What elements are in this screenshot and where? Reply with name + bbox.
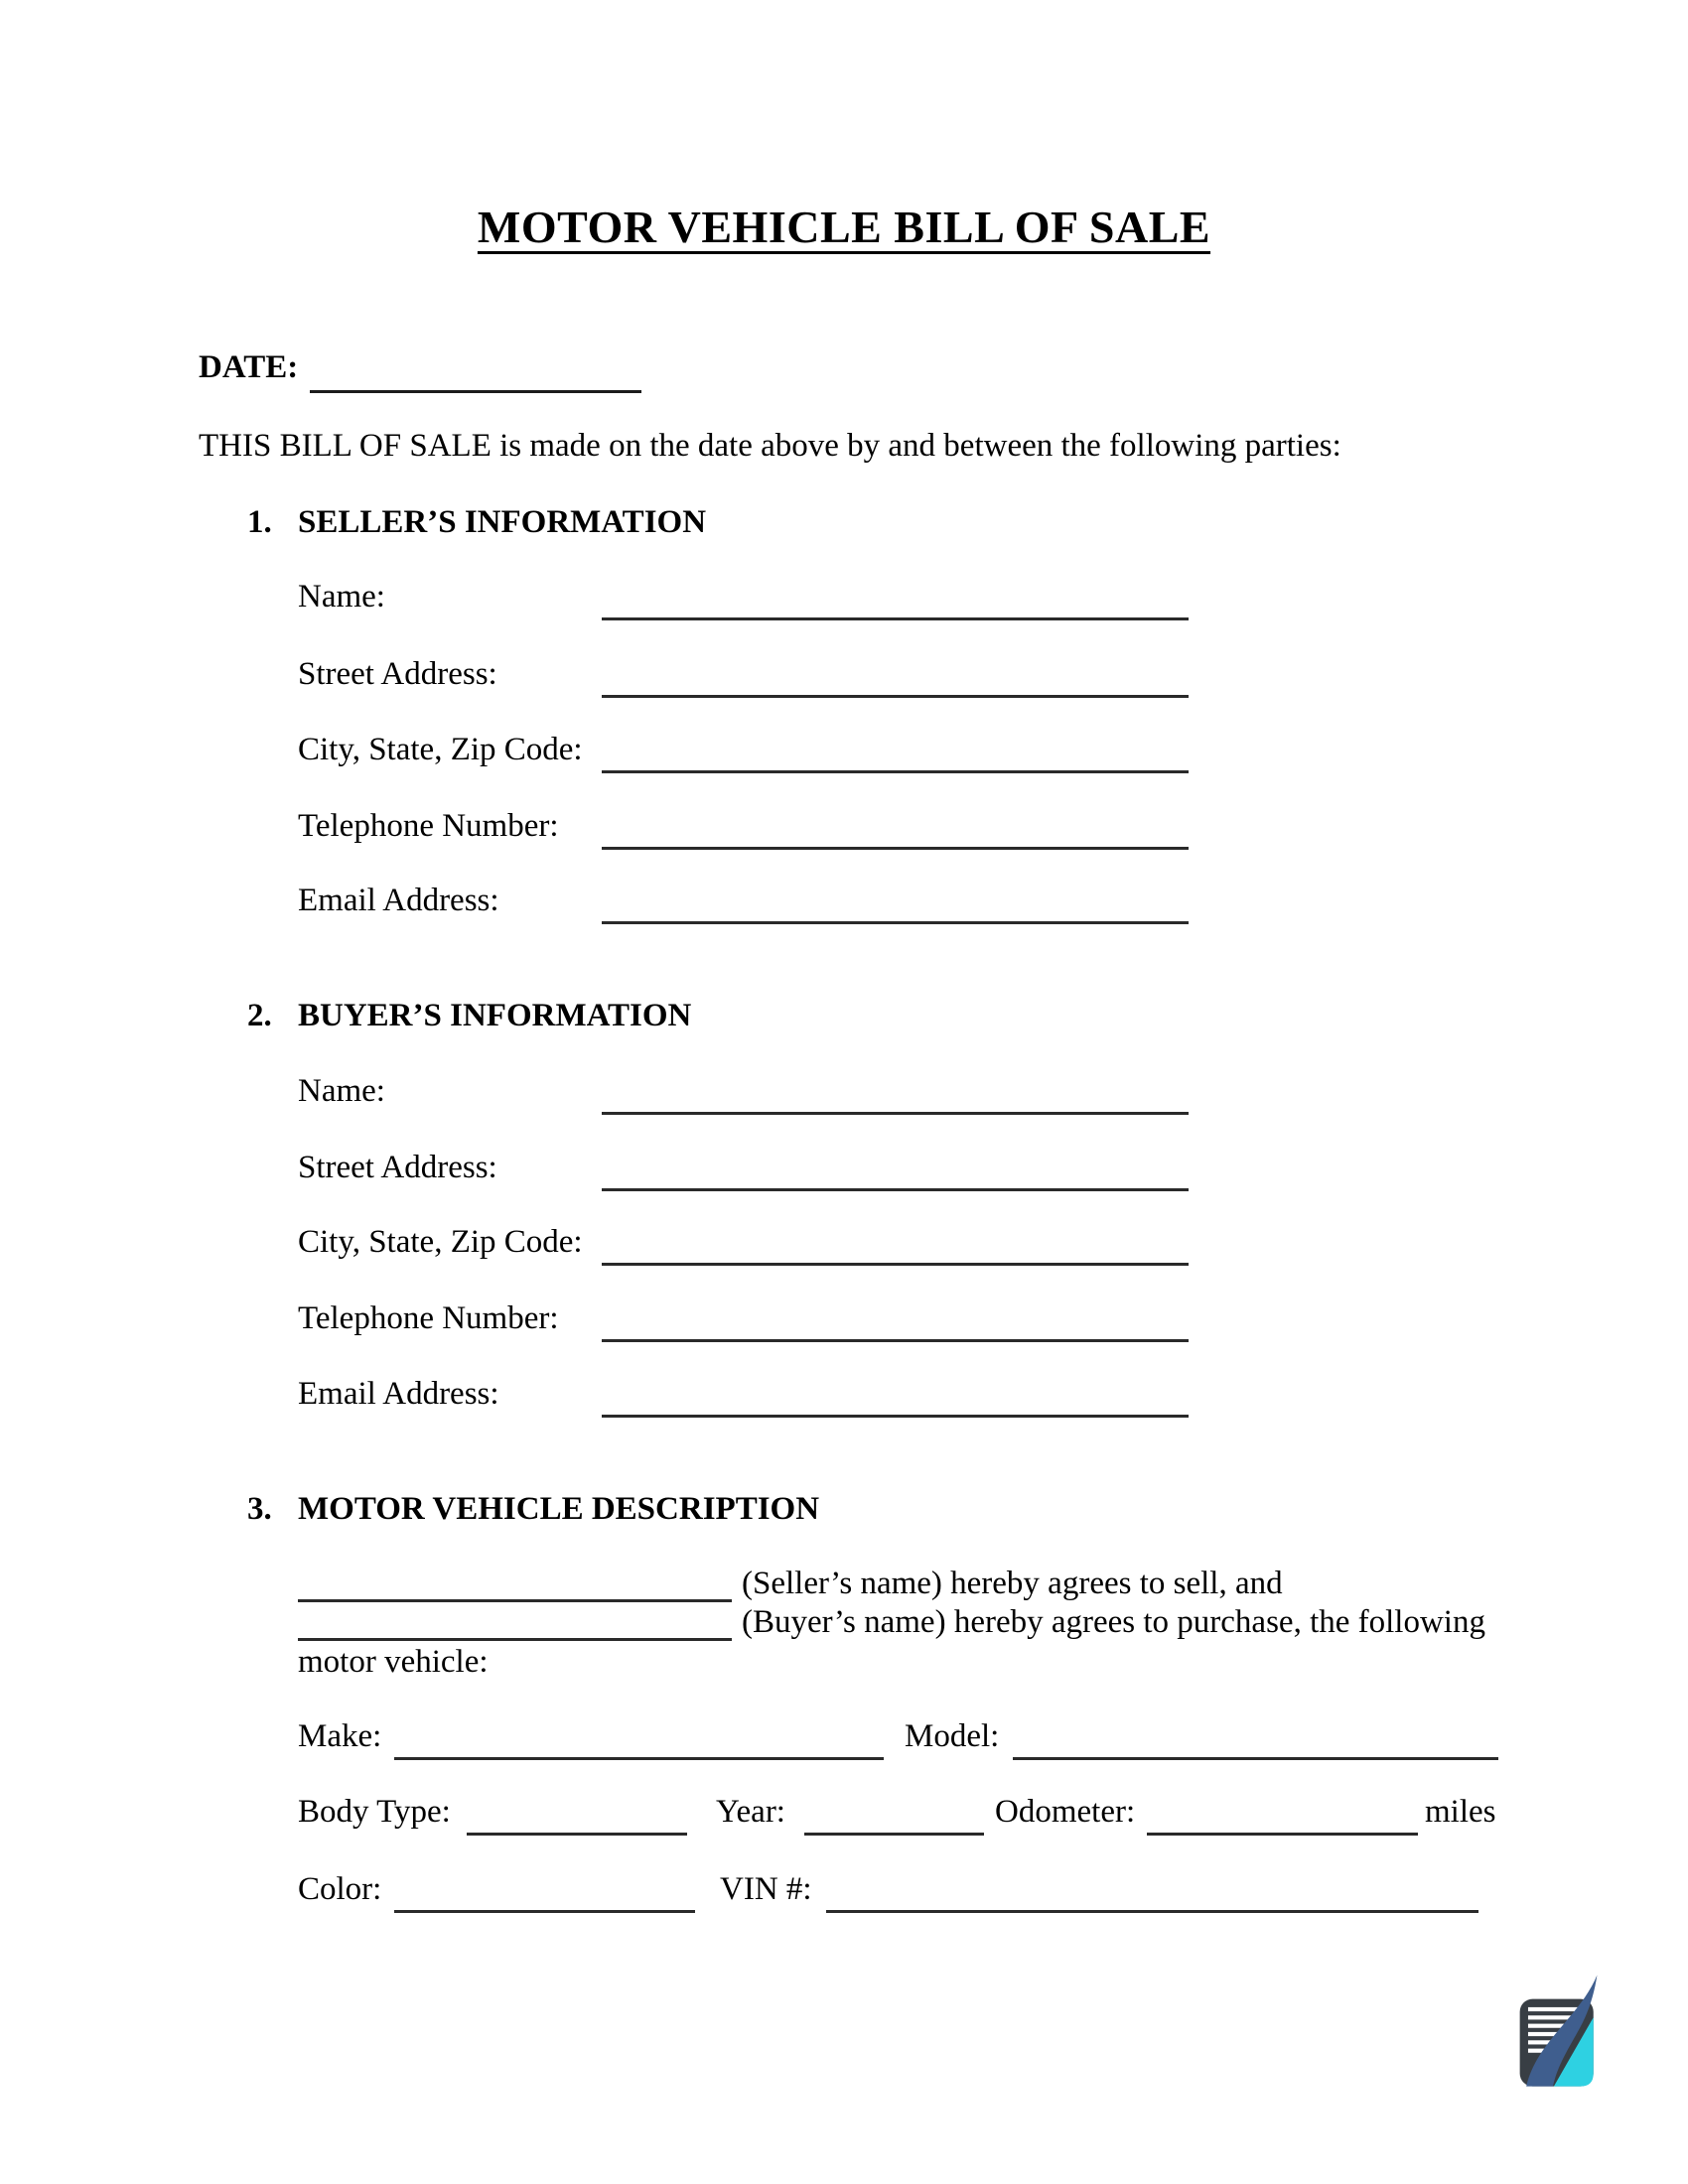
section-2-title: BUYER’S INFORMATION <box>298 998 692 1033</box>
seller-clause-line <box>298 1566 1539 1607</box>
color-blank[interactable] <box>394 1874 695 1913</box>
seller-street-label: Street Address: <box>298 656 497 692</box>
buyer-name-blank[interactable] <box>602 1076 1189 1115</box>
make-label: Make: <box>298 1718 382 1754</box>
buyer-clause-line <box>298 1604 1539 1646</box>
seller-city-blank[interactable] <box>602 735 1189 773</box>
section-1-number: 1. <box>247 504 272 540</box>
buyer-phone-label: Telephone Number: <box>298 1300 559 1336</box>
date-row <box>199 349 894 393</box>
buyer-phone-row <box>298 1300 1192 1342</box>
seller-phone-label: Telephone Number: <box>298 808 559 844</box>
make-model-row <box>298 1718 1539 1760</box>
seller-email-row <box>298 883 1192 924</box>
seller-phone-row <box>298 808 1192 850</box>
model-blank[interactable] <box>1013 1721 1498 1760</box>
seller-phone-blank[interactable] <box>602 811 1189 850</box>
seller-city-label: City, State, Zip Code: <box>298 732 583 767</box>
model-label: Model: <box>905 1718 1000 1754</box>
date-label: DATE: <box>199 349 299 385</box>
miles-suffix: miles <box>1425 1794 1496 1830</box>
buyer-street-label: Street Address: <box>298 1150 497 1185</box>
year-label: Year: <box>716 1794 785 1830</box>
buyer-name-inline-blank[interactable] <box>298 1610 732 1641</box>
section-3-heading <box>0 1491 1489 1533</box>
seller-name-blank[interactable] <box>602 582 1189 620</box>
buyer-clause-text: (Buyer’s name) hereby agrees to purchase, the following <box>742 1604 1485 1640</box>
section-3-number: 3. <box>247 1491 272 1527</box>
buyer-email-label: Email Address: <box>298 1376 499 1412</box>
buyer-name-label: Name: <box>298 1073 385 1109</box>
body-type-label: Body Type: <box>298 1794 451 1830</box>
section-1-title: SELLER’S INFORMATION <box>298 504 707 540</box>
section-2-heading <box>0 998 1489 1039</box>
seller-name-inline-blank[interactable] <box>298 1571 732 1602</box>
vin-label: VIN #: <box>720 1871 812 1907</box>
buyer-street-row <box>298 1150 1192 1191</box>
intro-text: THIS BILL OF SALE is made on the date above by and between the following parties: <box>199 428 1341 464</box>
buyer-email-row <box>298 1376 1192 1418</box>
motor-vehicle-text: motor vehicle: <box>298 1644 489 1680</box>
seller-name-label: Name: <box>298 579 385 614</box>
odometer-blank[interactable] <box>1147 1797 1418 1836</box>
seller-email-blank[interactable] <box>602 886 1189 924</box>
section-3-title: MOTOR VEHICLE DESCRIPTION <box>298 1491 820 1527</box>
seller-street-blank[interactable] <box>602 659 1189 698</box>
color-vin-row <box>298 1871 1539 1913</box>
buyer-name-row <box>298 1073 1192 1115</box>
seller-email-label: Email Address: <box>298 883 499 918</box>
make-blank[interactable] <box>394 1721 884 1760</box>
section-2-number: 2. <box>247 998 272 1033</box>
buyer-city-row <box>298 1224 1192 1266</box>
seller-city-row <box>298 732 1192 773</box>
buyer-city-blank[interactable] <box>602 1227 1189 1266</box>
buyer-street-blank[interactable] <box>602 1153 1189 1191</box>
buyer-email-blank[interactable] <box>602 1379 1189 1418</box>
buyer-phone-blank[interactable] <box>602 1303 1189 1342</box>
color-label: Color: <box>298 1871 382 1907</box>
date-blank[interactable] <box>310 356 641 393</box>
vin-blank[interactable] <box>826 1874 1478 1913</box>
seller-clause-text: (Seller’s name) hereby agrees to sell, and <box>742 1566 1283 1601</box>
odometer-label: Odometer: <box>995 1794 1136 1830</box>
document-swoosh-logo <box>1515 1969 1603 2094</box>
buyer-city-label: City, State, Zip Code: <box>298 1224 583 1260</box>
motor-vehicle-line <box>298 1644 1539 1686</box>
year-blank[interactable] <box>804 1797 984 1836</box>
body-year-odometer-row <box>298 1794 1539 1836</box>
section-1-heading <box>0 504 1489 546</box>
page-title-text: MOTOR VEHICLE BILL OF SALE <box>477 202 1211 252</box>
body-type-blank[interactable] <box>467 1797 687 1836</box>
seller-street-row <box>298 656 1192 698</box>
logo-svg <box>1515 1969 1603 2094</box>
seller-name-row <box>298 579 1192 620</box>
page-title <box>0 201 1688 253</box>
